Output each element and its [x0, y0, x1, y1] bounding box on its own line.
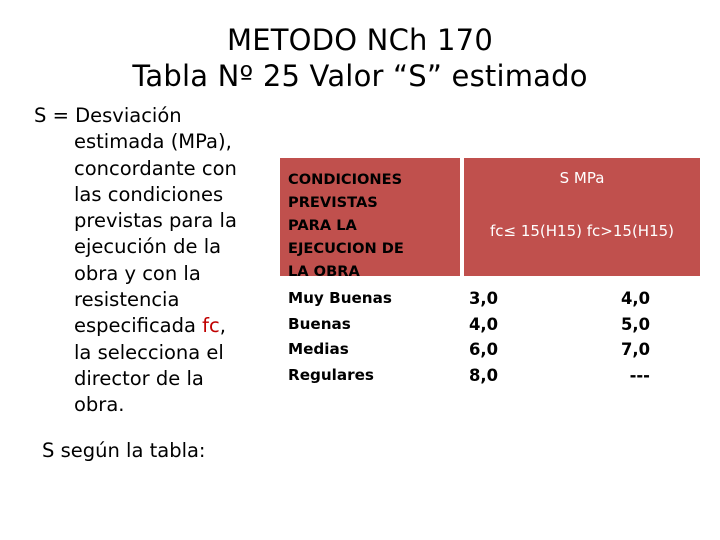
value-cell: 6,0	[469, 340, 499, 360]
body-divider	[460, 276, 464, 502]
condition-cell: Medias	[288, 340, 349, 359]
desc-line-7: obra y con la	[74, 261, 201, 285]
desc-line-12: obra.	[74, 393, 125, 417]
value-cell: 5,0	[620, 314, 650, 334]
s-mpa-header: S MPa	[559, 169, 605, 187]
desc-line-9	[34, 313, 274, 339]
desc-line-4: las condiciones	[74, 182, 224, 206]
desc-line-10: la selecciona el	[74, 340, 224, 364]
value-cell: ---	[629, 366, 650, 386]
value-cell: 4,0	[620, 289, 650, 308]
fc-highlight: fc	[202, 314, 220, 338]
conditions-header-line: CONDICIONES	[288, 171, 403, 188]
value-cell: 8,0	[469, 366, 499, 386]
slide-title-line-2: Tabla Nº 25 Valor “S” estimado	[132, 59, 588, 93]
desc-line-2: estimada (MPa),	[74, 130, 232, 154]
value-cell: 7,0	[620, 340, 650, 360]
desc-line-8: resistencia	[74, 288, 180, 312]
fc-gt-15-column	[621, 286, 650, 389]
s-estimate-table	[280, 158, 700, 502]
s-table-note: S según la tabla:	[42, 439, 206, 462]
s-definition-text	[34, 103, 274, 419]
fc-le-15-column	[469, 286, 498, 389]
desc-line-1: S = Desviación	[34, 104, 182, 127]
value-cell: 3,0	[469, 289, 499, 308]
condition-cell: Regulares	[288, 366, 374, 385]
value-cell: 4,0	[469, 314, 499, 334]
desc-line-11: director de la	[74, 366, 204, 390]
conditions-header-line: LA OBRA	[288, 263, 360, 280]
slide-title-line-1: METODO NCh 170	[227, 23, 493, 57]
desc-line-9-text: especificada	[74, 314, 203, 338]
fc-columns-header: fc≤ 15(H15) fc>15(H15)	[489, 222, 675, 240]
condition-cell: Muy Buenas	[288, 289, 392, 307]
conditions-header-line: PARA LA	[288, 217, 357, 234]
table-body	[280, 276, 700, 502]
conditions-header	[288, 168, 453, 283]
table-header	[280, 158, 700, 280]
fc-suffix: ,	[219, 314, 226, 338]
desc-line-6: ejecución de la	[74, 235, 222, 259]
desc-line-3: concordante con	[74, 156, 237, 180]
condition-cell: Buenas	[288, 314, 351, 333]
conditions-header-line: PREVISTAS	[288, 194, 378, 211]
conditions-header-line: EJECUCION DE	[288, 240, 404, 257]
desc-line-5: previstas para la	[74, 209, 237, 233]
conditions-column	[288, 286, 392, 389]
